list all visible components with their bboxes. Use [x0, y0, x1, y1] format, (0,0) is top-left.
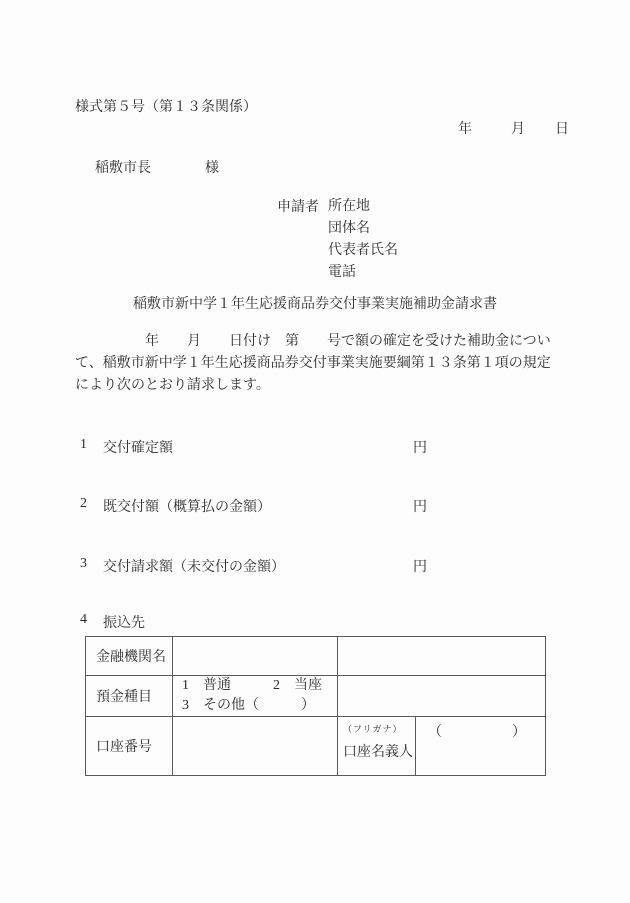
account-type-label: 預金種目 [86, 676, 173, 717]
account-type-options-cell [173, 676, 338, 717]
applicant-fields [328, 196, 398, 284]
section-number: 4 [80, 612, 87, 627]
account-number-input-cell [173, 717, 338, 776]
item-number: 1 [80, 437, 87, 452]
item-label: 交付確定額 [103, 441, 173, 456]
account-type-extra-cell [338, 676, 546, 717]
applicant-field-phone: 電話 [328, 265, 356, 280]
yen-unit-label: 円 [413, 441, 427, 456]
table-row [86, 676, 546, 717]
table-row [86, 637, 546, 676]
form-number: 様式第５号（第１３条関係） [75, 100, 257, 115]
bank-name-extra-cell [338, 637, 546, 676]
item-row-already-paid-amount [0, 496, 630, 514]
document-title: 稲敷市新中学１年生応援商品券交付事業実施補助金請求書 [133, 297, 497, 312]
body-line-2: て、稲敷市新中学１年生応援商品券交付事業実施要綱第１３条第１項の規定 [75, 356, 551, 371]
date-year-label: 年 [458, 122, 472, 137]
account-holder-label-cell [338, 717, 416, 776]
applicant-field-address: 所在地 [328, 199, 370, 214]
addressee-name: 稲敷市長 [95, 161, 151, 176]
account-type-options-line1: 1 普通 2 当座 [182, 678, 322, 693]
applicant-field-organization: 団体名 [328, 221, 370, 236]
bank-name-label: 金融機関名 [86, 637, 173, 676]
addressee-honorific: 様 [205, 161, 219, 176]
account-holder-furigana-cell: （ ） [416, 717, 546, 776]
item-row-requested-amount [0, 556, 630, 574]
account-type-options-line2: 3 その他（ ） [182, 698, 315, 713]
transfer-table [85, 636, 546, 776]
yen-unit-label: 円 [413, 500, 427, 515]
item-number: 3 [80, 556, 87, 571]
furigana-label: （フリガナ） [343, 724, 403, 734]
section-transfer-destination [0, 612, 630, 630]
yen-unit-label: 円 [413, 560, 427, 575]
date-day-label: 日 [555, 122, 569, 137]
body-line-1: 年 月 日付け 第 号で額の確定を受けた補助金につい [75, 334, 551, 349]
section-heading: 振込先 [103, 616, 145, 631]
table-row [86, 717, 546, 776]
applicant-label: 申請者 [277, 200, 319, 215]
body-line-3: により次のとおり請求します。 [75, 378, 270, 393]
item-number: 2 [80, 496, 87, 511]
account-number-label: 口座番号 [86, 717, 173, 776]
item-label: 既交付額（概算払の金額） [103, 500, 271, 515]
bank-name-input-cell [173, 637, 338, 676]
date-month-label: 月 [511, 122, 525, 137]
item-label: 交付請求額（未交付の金額） [103, 560, 285, 575]
body-paragraph [75, 331, 575, 397]
account-holder-label: 口座名義人 [343, 745, 413, 760]
item-row-confirmed-amount [0, 437, 630, 455]
applicant-field-representative: 代表者氏名 [328, 243, 398, 258]
